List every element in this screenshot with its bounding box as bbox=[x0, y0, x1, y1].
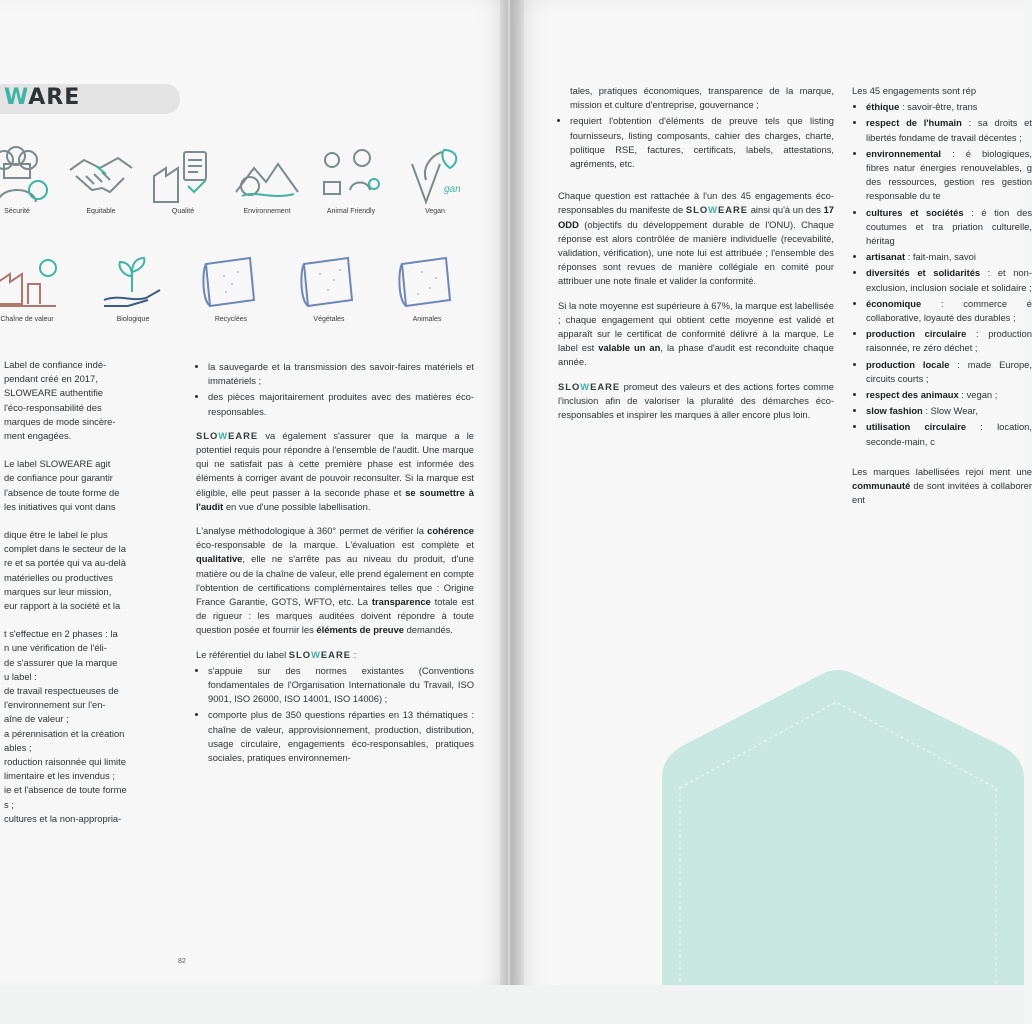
svg-text:gan: gan bbox=[444, 184, 461, 195]
section-header-tab bbox=[0, 84, 180, 114]
page-bottom-shadow bbox=[0, 985, 1024, 1024]
text-line: re et sa portée qui va au-delà bbox=[4, 557, 126, 569]
engagement-list bbox=[852, 100, 1032, 449]
text-line: Label de confiance indé- bbox=[4, 359, 107, 370]
book-gutter bbox=[500, 0, 524, 1010]
left-column-2 bbox=[196, 360, 474, 775]
plant-fabric-icon bbox=[294, 254, 364, 314]
text-line: l'environnement sur l'en- bbox=[4, 699, 106, 711]
engagement-item: • diversités et solidarités : et non-exclusion, inclusion sociale et solidaire ; bbox=[866, 266, 1032, 294]
icon-label: Animal Friendly bbox=[326, 208, 376, 215]
handshake-icon bbox=[66, 146, 136, 206]
recycled-fabric-icon bbox=[196, 254, 266, 314]
brand-name: SLOWEARE bbox=[558, 380, 621, 392]
icon-tile-securite bbox=[0, 146, 62, 215]
text-line: les initiatives qui vont dans bbox=[4, 500, 116, 512]
right-column-2 bbox=[852, 84, 1032, 517]
value-chain-icon bbox=[0, 254, 62, 314]
icon-label: Equitable bbox=[86, 208, 116, 215]
text-line: marques de mode sincère- bbox=[4, 415, 116, 427]
animals-icon bbox=[316, 146, 386, 206]
bullet-list-top bbox=[196, 360, 474, 419]
list-item: • comporte plus de 350 questions réparties en 13 thématiques : chaîne de valeur, approvisionnement, production, distribution, usage circulaire, engagements éco-responsables, pratiques sociales, pratiques environnemen- bbox=[208, 708, 474, 765]
engagement-item: • respect des animaux : vegan ; bbox=[866, 388, 1032, 402]
icon-label: Vegan bbox=[425, 208, 445, 215]
text-line: de travail respectueuses de bbox=[4, 685, 119, 697]
text-line: aîne de valeur ; bbox=[4, 713, 69, 725]
right-column-1 bbox=[558, 84, 834, 432]
text-line: matérielles ou productives bbox=[4, 571, 113, 583]
chef-icon bbox=[0, 146, 52, 206]
text-line: t s'effectue en 2 phases : la bbox=[4, 628, 118, 640]
text-line: l'éco-responsabilité des bbox=[4, 401, 102, 413]
text-line: eur rapport à la société et la bbox=[4, 600, 121, 612]
animal-fabric-icon bbox=[392, 254, 462, 314]
text-line: ment engagées. bbox=[4, 430, 72, 442]
engagement-item: • éthique : savoir-être, trans bbox=[866, 100, 1032, 114]
icon-tile-animal-friendly bbox=[306, 146, 396, 215]
header-logo: WARE bbox=[4, 85, 81, 110]
hand-plant-icon bbox=[98, 254, 168, 314]
paragraph: SLOWEARE va également s'assurer que la marque a le potentiel requis pour répondre à l'ensemble de l'audit. Une marque qui ne satisfait pas à cette première phase est informée des éléments à corriger avant de pouvoir reconsulter. Si la marque est éligible, elle peut passer à la seconde phase et se soumettre à l'audit en vue d'une possible labellisation. bbox=[196, 429, 475, 512]
hexagon-decoration bbox=[652, 668, 1024, 988]
icon-label: Environnement bbox=[243, 208, 291, 215]
paragraph: SLOWEARE promeut des valeurs et des actions fortes comme l'inclusion afin de valoriser la pluralité des démarches éco-responsables et inspirer les marques à aller encore plus loin. bbox=[558, 380, 835, 421]
icon-tile-environnement bbox=[222, 146, 312, 215]
factory-checklist-icon bbox=[148, 146, 218, 206]
paragraph: Chaque question est rattachée à l'un des 45 engagements éco-responsables du manifeste de SLOWEARE ainsi qu'à un des 17 ODD (objectifs du développement durable de l'ONU). Chaque réponse est alors contrôlée de manière individuelle (recevabilité, validation, vérification), une note lui est attribuée ; l'ensemble des réponses sont revues de manière collégiale en comité pour attribuer une note finale et valider la conformité. bbox=[558, 190, 835, 287]
engagement-item: • production locale : made Europe, circuits courts ; bbox=[866, 358, 1032, 386]
icon-tile-vegan bbox=[390, 146, 480, 215]
icon-tile-recyclees bbox=[186, 254, 276, 323]
bullet-list-bottom bbox=[196, 664, 474, 765]
text-line: roduction raisonnée qui limite bbox=[4, 756, 126, 768]
paragraph: Les marques labellisées rejoi ment une communauté de sont invitées à collaborer ent bbox=[852, 465, 1032, 506]
icon-label: Recyclées bbox=[214, 316, 248, 323]
icon-label: Biologique bbox=[116, 316, 150, 323]
list-item: • des pièces majoritairement produites avec des matières éco-responsables. bbox=[208, 390, 474, 418]
engagement-item: • artisanat : fait-main, savoi bbox=[866, 250, 1032, 264]
brand-name: SLOWEARE bbox=[288, 648, 351, 660]
text-line: s ; bbox=[4, 798, 14, 810]
engagement-item: • cultures et sociétés : é tion des coutumes et tra priation culturelle, héritag bbox=[866, 206, 1032, 249]
vegan-leaf-icon bbox=[400, 146, 470, 206]
text-line: de confiance pour garantir bbox=[4, 472, 113, 484]
text-line: dique être le label le plus bbox=[4, 529, 108, 541]
paragraph: Le référentiel du label SLOWEARE : bbox=[196, 648, 357, 660]
icon-tile-vegetales bbox=[284, 254, 374, 323]
text-line: marques sur leur mission, bbox=[4, 585, 112, 597]
icon-tile-chaine-de-valeur bbox=[0, 254, 72, 323]
brand-name: SLOWEARE bbox=[685, 204, 749, 216]
text-line: n une vérification de l'éli- bbox=[4, 642, 107, 654]
list-item: • requiert l'obtention d'éléments de preuve tels que listing fournisseurs, listing composants, cahier des charges, charte, politique RSE, factures, certificats, labels, attestations, agréments, etc. bbox=[570, 114, 834, 171]
engagement-item: • utilisation circulaire : location, seconde-main, c bbox=[866, 420, 1032, 448]
left-page bbox=[0, 0, 508, 990]
engagement-item: • respect de l'humain : sa droits et libertés fondame de travail décentes ; bbox=[866, 116, 1032, 144]
text-line: Le label SLOWEARE agit bbox=[4, 458, 111, 470]
text-line: cultures et la non-appropria- bbox=[4, 812, 122, 824]
icon-tile-biologique bbox=[88, 254, 178, 323]
text-line: ables ; bbox=[4, 741, 32, 753]
text-line: l'absence de toute forme de bbox=[4, 486, 120, 498]
landscape-icon bbox=[232, 146, 302, 206]
icon-label: Chaîne de valeur bbox=[0, 316, 54, 323]
icon-tile-qualite bbox=[138, 146, 228, 215]
engagement-item: • environnemental : é biologiques, fibres natur énergies renouvelables, g des ressources, gestion res gestion responsable du te bbox=[866, 147, 1032, 204]
list-item: tales, pratiques économiques, transparence de la marque, mission et culture d'entreprise, gouvernance ; bbox=[570, 85, 834, 111]
text-line: de s'assurer que la marque bbox=[4, 656, 118, 668]
page-number: 82 bbox=[178, 958, 186, 965]
engagement-item: • production circulaire : production raisonnée, re zéro déchet ; bbox=[866, 327, 1032, 355]
icon-label: Végétales bbox=[313, 316, 345, 323]
text-line: u label : bbox=[4, 670, 37, 682]
bullet-list-top bbox=[558, 84, 834, 171]
engagements-intro: Les 45 engagements sont rép bbox=[852, 85, 977, 96]
list-item: • la sauvegarde et la transmission des savoir-faires matériels et immatériels ; bbox=[208, 360, 474, 388]
text-line: limentaire et les invendus ; bbox=[4, 770, 115, 782]
brand-name: SLOWEARE bbox=[196, 429, 259, 441]
list-item: • s'appuie sur des normes existantes (Conventions fondamentales de l'Organisation Internationale du Travail, ISO 9001, ISO 26000, ISO 14001, ISO 14006) ; bbox=[208, 664, 474, 707]
paragraph: L'analyse méthodologique à 360° permet de vérifier la cohérence éco-responsable de la marque. L'évaluation est complète et qualitative, elle ne s'arrête pas au niveau du produit, d'une matière ou de la chaîne de valeur, elle prend également en compte l'obtention de certifications complémentaires telles que : Origine France Garantie, GOTS, WFTO, etc. La transparence totale est de rigueur : les marques auditées doivent répondre à toute question posée et fournir les éléments de preuve demandés. bbox=[196, 525, 475, 636]
text-line: a pérennisation et la création bbox=[4, 727, 125, 739]
text-line: complet dans le secteur de la bbox=[4, 543, 126, 555]
engagement-item: • économique : commerce é collaborative, loyauté des durables ; bbox=[866, 297, 1032, 325]
text-line: SLOWEARE authentifie bbox=[4, 387, 104, 399]
icon-label: Sécurité bbox=[4, 208, 30, 215]
icon-label: Qualité bbox=[171, 208, 195, 215]
text-line: pendant créé en 2017, bbox=[4, 373, 98, 385]
text-line: ie et l'absence de toute forme bbox=[4, 784, 127, 796]
icon-label: Animales bbox=[412, 316, 442, 323]
left-column-1 bbox=[4, 358, 172, 826]
icon-tile-equitable bbox=[56, 146, 146, 215]
icon-tile-animales bbox=[382, 254, 472, 323]
paragraph: Si la note moyenne est supérieure à 67%, la marque est labellisée ; chaque engagement qui obtient cette moyenne est validé et apparaît sur le certificat de conformité délivré à la marque. Le label est valable un an, la phase d'audit est reconduite chaque année. bbox=[558, 299, 834, 368]
engagement-item: • slow fashion : Slow Wear, bbox=[866, 404, 1032, 418]
